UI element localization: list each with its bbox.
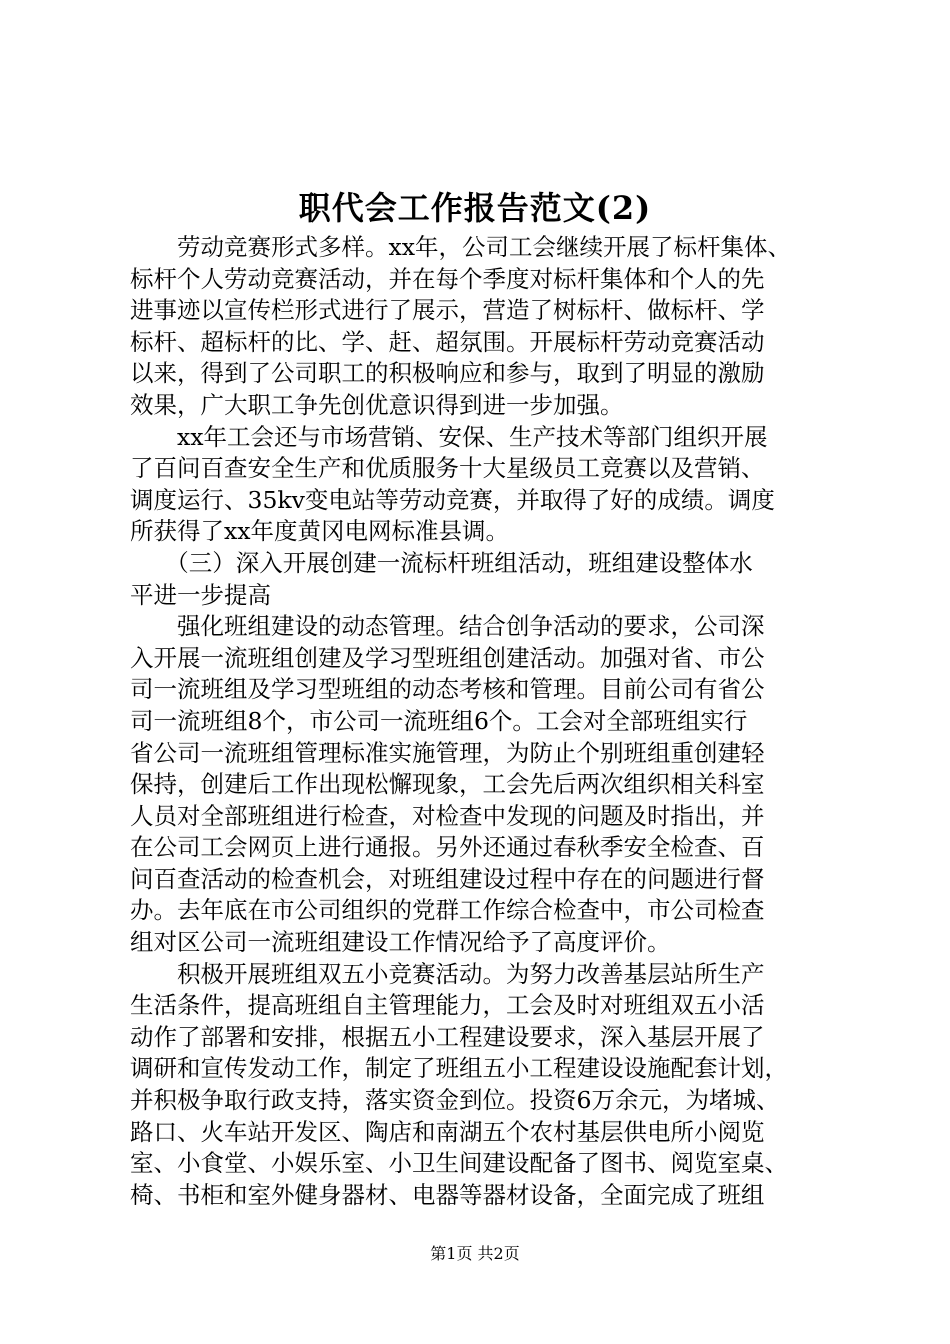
body-line: 组对区公司一流班组建设工作情况给予了高度评价。 (130, 928, 671, 957)
document-body (130, 232, 830, 1211)
body-line: 调研和宣传发动工作，制定了班组五小工程建设设施配套计划， (130, 1054, 788, 1083)
body-line: 省公司一流班组管理标准实施管理，为防止个别班组重创建轻 (130, 738, 765, 767)
body-line: 入开展一流班组创建及学习型班组创建活动。加强对省、市公 (130, 643, 765, 672)
body-line: 标杆个人劳动竞赛活动，并在每个季度对标杆集体和个人的先 (130, 264, 765, 293)
body-line: 积极开展班组双五小竞赛活动。为努力改善基层站所生产 (130, 959, 765, 988)
body-line: 办。去年底在市公司组织的党群工作综合检查中，市公司检查 (130, 896, 765, 925)
body-line: （三）深入开展创建一流标杆班组活动，班组建设整体水 (130, 548, 753, 577)
body-line: 所获得了xx年度黄冈电网标准县调。 (130, 517, 510, 546)
body-line: 室、小食堂、小娱乐室、小卫生间建设配备了图书、阅览室桌、 (130, 1149, 788, 1178)
body-line: 平进一步提高 (130, 580, 271, 609)
body-line: 了百问百查安全生产和优质服务十大星级员工竞赛以及营销、 (130, 454, 765, 483)
body-line: 并积极争取行政支持，落实资金到位。投资6万余元，为堵城、 (130, 1086, 780, 1115)
body-line: xx年工会还与市场营销、安保、生产技术等部门组织开展 (130, 422, 768, 451)
body-line: 路口、火车站开发区、陶店和南湖五个农村基层供电所小阅览 (130, 1117, 765, 1146)
body-line: 人员对全部班组进行检查，对检查中发现的问题及时指出，并 (130, 801, 765, 830)
body-line: 椅、书柜和室外健身器材、电器等器材设备，全面完成了班组 (130, 1180, 765, 1209)
body-line: 劳动竞赛形式多样。xx年，公司工会继续开展了标杆集体、 (130, 233, 792, 261)
body-line: 生活条件，提高班组自主管理能力，工会及时对班组双五小活 (130, 991, 765, 1020)
body-line: 司一流班组8个，市公司一流班组6个。工会对全部班组实行 (130, 706, 748, 735)
body-line: 问百查活动的检查机会，对班组建设过程中存在的问题进行督 (130, 864, 765, 893)
page-footer: 第1页 共2页 (430, 1244, 520, 1263)
body-line: 标杆、超标杆的比、学、赶、超氛围。开展标杆劳动竞赛活动 (130, 327, 765, 356)
body-line: 保持，创建后工作出现松懈现象，工会先后两次组织相关科室 (130, 770, 765, 799)
body-line: 在公司工会网页上进行通报。另外还通过春秋季安全检查、百 (130, 833, 765, 862)
body-line: 效果，广大职工争先创优意识得到进一步加强。 (130, 390, 624, 419)
document-title: 职代会工作报告范文(2) (298, 189, 652, 227)
body-line: 动作了部署和安排，根据五小工程建设要求，深入基层开展了 (130, 1022, 765, 1051)
body-line: 强化班组建设的动态管理。结合创争活动的要求，公司深 (130, 612, 765, 641)
body-line: 以来，得到了公司职工的积极响应和参与，取到了明显的激励 (130, 359, 765, 388)
body-line: 司一流班组及学习型班组的动态考核和管理。目前公司有省公 (130, 675, 765, 704)
body-line: 调度运行、35kv变电站等劳动竞赛，并取得了好的成绩。调度 (130, 485, 775, 514)
body-line: 进事迹以宣传栏形式进行了展示，营造了树标杆、做标杆、学 (130, 296, 765, 325)
